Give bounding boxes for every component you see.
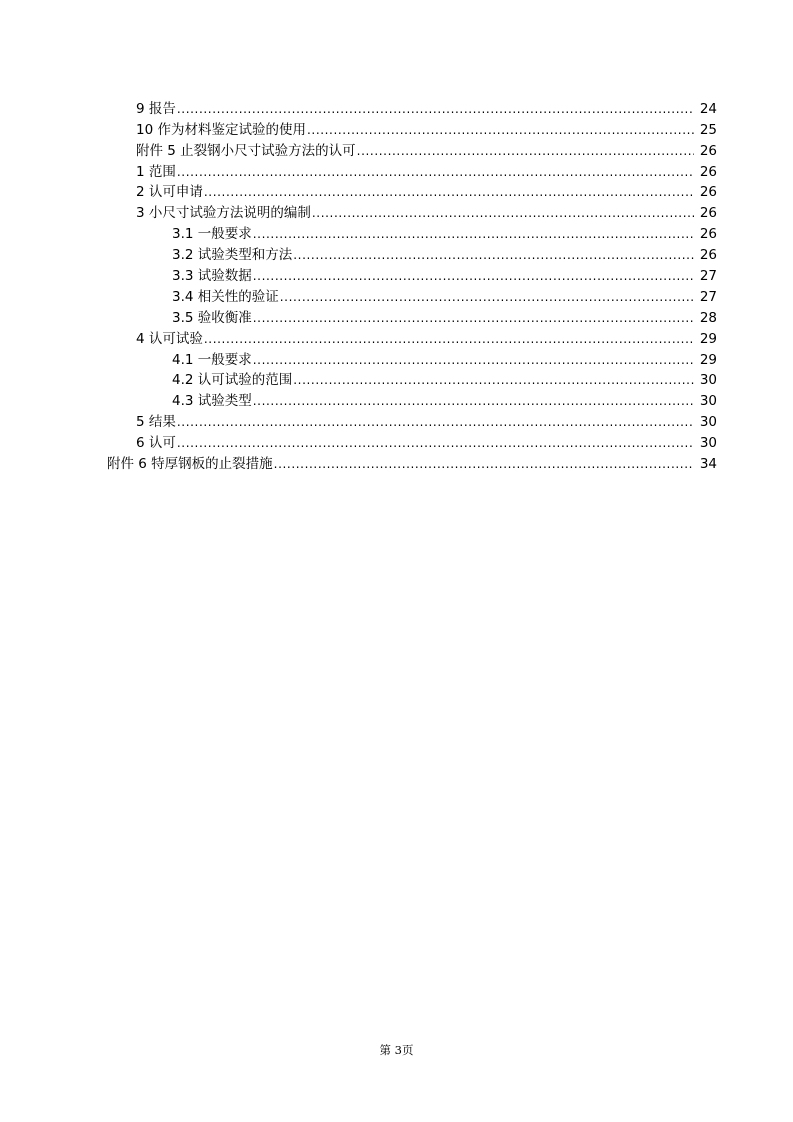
- toc-dot-leader: [293, 247, 694, 263]
- toc-entry[interactable]: [0, 430, 717, 451]
- toc-entry[interactable]: [0, 263, 717, 284]
- toc-entry-page: 27: [699, 288, 717, 305]
- toc-entry-title: 4.3 试验类型: [172, 393, 252, 410]
- toc-entry-page: 30: [699, 414, 717, 431]
- toc-entry[interactable]: [0, 180, 717, 201]
- toc-entry[interactable]: [0, 117, 717, 138]
- toc-dot-leader: [204, 331, 694, 347]
- toc-dot-leader: [280, 289, 694, 305]
- toc-entry-page: 24: [699, 100, 717, 117]
- toc-entry[interactable]: [0, 409, 717, 430]
- toc-entry[interactable]: [0, 305, 717, 326]
- toc-dot-leader: [274, 456, 694, 472]
- toc-entry-page: 25: [699, 121, 717, 138]
- toc-entry-title: 4 认可试验: [136, 330, 203, 347]
- toc-entry[interactable]: [0, 96, 717, 117]
- toc-dot-leader: [253, 310, 694, 326]
- toc-dot-leader: [357, 143, 694, 159]
- toc-dot-leader: [253, 393, 694, 409]
- toc-entry-title: 5 结果: [136, 414, 176, 431]
- toc-entry-page: 30: [699, 372, 717, 389]
- toc-entry[interactable]: [0, 200, 717, 221]
- toc-dot-leader: [312, 205, 694, 221]
- toc-entry-page: 34: [699, 456, 717, 473]
- toc-entry-title: 4.1 一般要求: [172, 351, 252, 368]
- toc-entry-page: 26: [699, 247, 717, 264]
- toc-entry-page: 26: [699, 184, 717, 201]
- toc-entry[interactable]: [0, 326, 717, 347]
- toc-dot-leader: [177, 164, 694, 180]
- toc-entry-title: 3.4 相关性的验证: [172, 288, 279, 305]
- toc-entry-title: 9 报告: [136, 100, 176, 117]
- toc-entry-page: 26: [699, 142, 717, 159]
- toc-entry-title: 1 范围: [136, 163, 176, 180]
- toc-dot-leader: [177, 414, 694, 430]
- toc-entry[interactable]: [0, 221, 717, 242]
- toc-entry-page: 26: [699, 163, 717, 180]
- toc-entry[interactable]: [0, 388, 717, 409]
- toc-entry-title: 10 作为材料鉴定试验的使用: [136, 121, 306, 138]
- toc-dot-leader: [253, 226, 694, 242]
- table-of-contents: [0, 96, 793, 472]
- toc-entry[interactable]: [0, 347, 717, 368]
- toc-entry-title: 3.1 一般要求: [172, 226, 252, 243]
- toc-entry[interactable]: [0, 368, 717, 389]
- toc-dot-leader: [253, 352, 694, 368]
- toc-entry-title: 2 认可申请: [136, 184, 203, 201]
- toc-entry-title: 3.3 试验数据: [172, 268, 252, 285]
- toc-dot-leader: [177, 101, 694, 117]
- toc-entry-page: 29: [699, 330, 717, 347]
- toc-entry[interactable]: [0, 242, 717, 263]
- toc-dot-leader: [204, 184, 694, 200]
- toc-dot-leader: [307, 122, 694, 138]
- toc-dot-leader: [293, 372, 694, 388]
- toc-entry-title: 附件 6 特厚钢板的止裂措施: [107, 456, 273, 473]
- toc-entry[interactable]: [0, 451, 717, 472]
- toc-entry-title: 3 小尺寸试验方法说明的编制: [136, 205, 311, 222]
- toc-entry[interactable]: [0, 284, 717, 305]
- toc-entry-page: 26: [699, 226, 717, 243]
- toc-entry-page: 28: [699, 309, 717, 326]
- toc-entry[interactable]: [0, 138, 717, 159]
- toc-entry[interactable]: [0, 159, 717, 180]
- toc-entry-page: 26: [699, 205, 717, 222]
- toc-entry-title: 3.5 验收衡准: [172, 309, 252, 326]
- toc-entry-title: 3.2 试验类型和方法: [172, 247, 293, 264]
- toc-entry-title: 4.2 认可试验的范围: [172, 372, 293, 389]
- toc-dot-leader: [253, 268, 694, 284]
- toc-dot-leader: [177, 435, 694, 451]
- toc-entry-title: 6 认可: [136, 435, 176, 452]
- toc-entry-page: 27: [699, 268, 717, 285]
- page-number: 第 3页: [379, 1043, 414, 1057]
- toc-entry-page: 30: [699, 435, 717, 452]
- toc-entry-title: 附件 5 止裂钢小尺寸试验方法的认可: [136, 142, 356, 159]
- toc-entry-page: 29: [699, 351, 717, 368]
- toc-entry-page: 30: [699, 393, 717, 410]
